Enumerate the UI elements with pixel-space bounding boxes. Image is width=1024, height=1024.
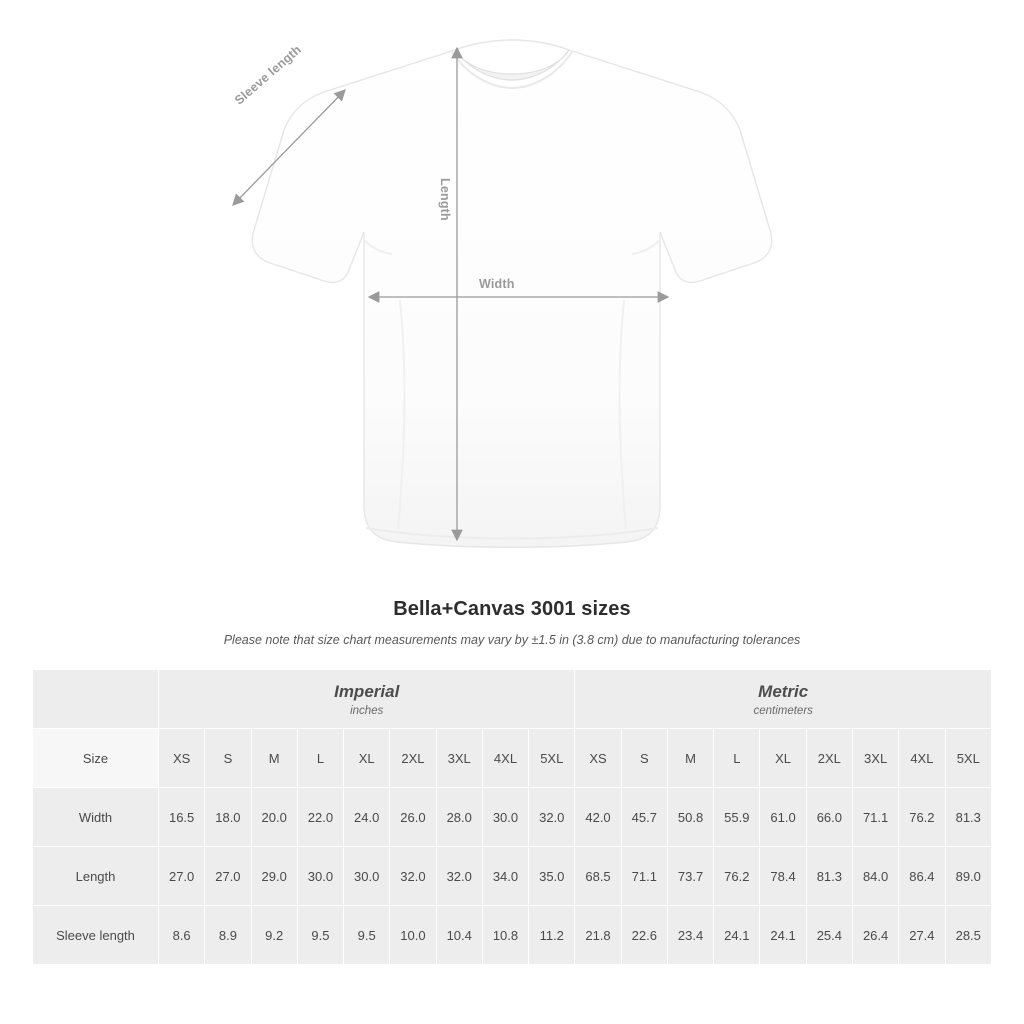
table-row (33, 788, 992, 847)
unit-group-header-imperial (159, 670, 575, 729)
measurement-cell: 23.4 (667, 906, 713, 965)
measurement-cell: 84.0 (852, 847, 898, 906)
size-header-cell: 4XL (899, 729, 945, 788)
measurement-cell: 8.9 (205, 906, 251, 965)
measurement-cell: 30.0 (297, 847, 343, 906)
measurement-cell: 30.0 (344, 847, 390, 906)
measurement-cell: 28.5 (945, 906, 991, 965)
measurement-cell: 25.4 (806, 906, 852, 965)
width-label: Width (479, 277, 515, 291)
measurement-cell: 61.0 (760, 788, 806, 847)
measurement-cell: 76.2 (714, 847, 760, 906)
measurement-cell: 11.2 (529, 906, 575, 965)
title-block (0, 598, 1024, 647)
measurement-cell: 26.4 (852, 906, 898, 965)
unit-header-row (33, 670, 992, 729)
sleeve-length-label: Sleeve length (232, 42, 304, 108)
measurement-cell: 27.0 (205, 847, 251, 906)
measurement-cell: 27.4 (899, 906, 945, 965)
measurement-cell: 21.8 (575, 906, 621, 965)
measurement-cell: 32.0 (390, 847, 436, 906)
size-header-cell: M (251, 729, 297, 788)
size-header-cell: M (667, 729, 713, 788)
measurement-cell: 55.9 (714, 788, 760, 847)
row-label: Width (33, 788, 159, 847)
size-header-cell: 3XL (852, 729, 898, 788)
size-header-cell: XS (575, 729, 621, 788)
measurement-cell: 24.1 (760, 906, 806, 965)
measurement-cell: 32.0 (436, 847, 482, 906)
unit-group-name: Imperial (334, 682, 400, 702)
page-title: Bella+Canvas 3001 sizes (393, 598, 631, 620)
size-header-cell: 3XL (436, 729, 482, 788)
table-row (33, 906, 992, 965)
size-header-cell: 2XL (390, 729, 436, 788)
row-label: Length (33, 847, 159, 906)
measurement-cell: 50.8 (667, 788, 713, 847)
unit-group-sub: inches (350, 704, 384, 717)
size-header-cell: XL (760, 729, 806, 788)
measurement-cell: 81.3 (945, 788, 991, 847)
size-header-cell: XS (159, 729, 205, 788)
measurement-cell: 30.0 (482, 788, 528, 847)
unit-group-sub: centimeters (753, 704, 813, 717)
measurement-cell: 27.0 (159, 847, 205, 906)
measurement-cell: 45.7 (621, 788, 667, 847)
size-header-row (33, 729, 992, 788)
measurement-cell: 81.3 (806, 847, 852, 906)
measurement-cell: 68.5 (575, 847, 621, 906)
measurement-cell: 29.0 (251, 847, 297, 906)
measurement-cell: 71.1 (621, 847, 667, 906)
measurement-cell: 9.5 (297, 906, 343, 965)
size-header-cell: L (297, 729, 343, 788)
size-header-cell: 4XL (482, 729, 528, 788)
measurement-cell: 73.7 (667, 847, 713, 906)
measurement-cell: 22.0 (297, 788, 343, 847)
measurement-cell: 20.0 (251, 788, 297, 847)
unit-group-header-metric (575, 670, 992, 729)
measurement-cell: 10.8 (482, 906, 528, 965)
size-header-cell: 2XL (806, 729, 852, 788)
size-header-cell: 5XL (529, 729, 575, 788)
measurement-cell: 66.0 (806, 788, 852, 847)
measurement-cell: 78.4 (760, 847, 806, 906)
size-table-wrap (32, 669, 992, 965)
measurement-cell: 16.5 (159, 788, 205, 847)
measurement-cell: 42.0 (575, 788, 621, 847)
size-header-cell: L (714, 729, 760, 788)
measurement-cell: 34.0 (482, 847, 528, 906)
size-column-header: Size (33, 729, 159, 788)
measurement-cell: 76.2 (899, 788, 945, 847)
table-corner-cell (33, 670, 159, 729)
measurement-cell: 8.6 (159, 906, 205, 965)
length-label: Length (438, 178, 452, 221)
tolerance-note: Please note that size chart measurements may vary by ±1.5 in (3.8 cm) due to manufacturing tolerances (223, 633, 801, 647)
size-header-cell: 5XL (945, 729, 991, 788)
measurement-cell: 10.4 (436, 906, 482, 965)
measurement-cell: 9.2 (251, 906, 297, 965)
measurement-cell: 9.5 (344, 906, 390, 965)
size-header-cell: S (205, 729, 251, 788)
measurement-cell: 71.1 (852, 788, 898, 847)
measurement-cell: 18.0 (205, 788, 251, 847)
measurement-cell: 24.1 (714, 906, 760, 965)
measurement-cell: 35.0 (529, 847, 575, 906)
measurement-cell: 89.0 (945, 847, 991, 906)
row-label: Sleeve length (33, 906, 159, 965)
size-table (32, 669, 992, 965)
measurement-cell: 24.0 (344, 788, 390, 847)
shirt-shape (252, 40, 771, 547)
measurement-cell: 10.0 (390, 906, 436, 965)
measurement-cell: 86.4 (899, 847, 945, 906)
measurement-cell: 26.0 (390, 788, 436, 847)
measurement-cell: 32.0 (529, 788, 575, 847)
measurement-cell: 22.6 (621, 906, 667, 965)
table-row (33, 847, 992, 906)
unit-group-name: Metric (758, 682, 809, 702)
size-header-cell: S (621, 729, 667, 788)
size-header-cell: XL (344, 729, 390, 788)
measurement-cell: 28.0 (436, 788, 482, 847)
